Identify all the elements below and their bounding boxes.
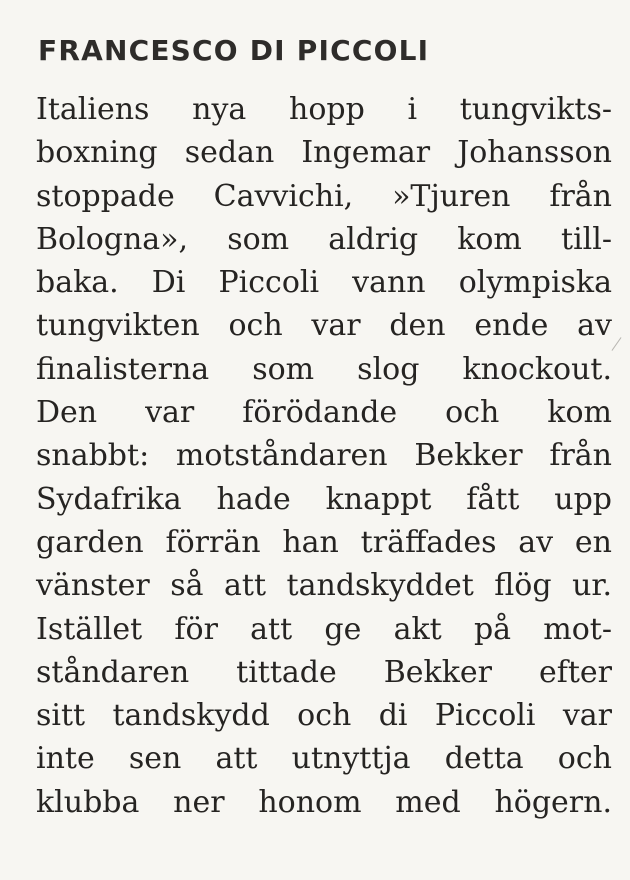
article-line: boxning sedan Ingemar Johansson xyxy=(36,135,612,171)
article-line: inte sen att utnyttja detta och xyxy=(36,741,612,777)
article-line: Istället för att ge akt på mot- xyxy=(36,611,612,647)
article-line: baka. Di Piccoli vann olympiska xyxy=(36,265,612,301)
article-line: ståndaren tittade Bekker efter xyxy=(36,654,612,690)
article-line: tungvikten och var den ende av xyxy=(36,308,612,344)
article-line: sitt tandskydd och di Piccoli var xyxy=(36,698,612,734)
article-heading: FRANCESCO DI PICCOLI xyxy=(38,34,430,67)
article-line: stoppade Cavvichi, »Tjuren från xyxy=(36,178,612,214)
article-line: Den var förödande och kom xyxy=(36,395,612,431)
article-line: snabbt: motståndaren Bekker från xyxy=(36,438,612,474)
article-line: garden förrän han träffades av en xyxy=(36,524,612,560)
stray-print-mark xyxy=(612,337,622,351)
article-line: vänster så att tandskyddet flög ur. xyxy=(36,568,612,604)
article-line: klubba ner honom med högern. xyxy=(36,784,612,820)
article-line: finalisterna som slog knockout. xyxy=(36,351,612,387)
article-line: Italiens nya hopp i tungvikts- xyxy=(36,92,612,127)
article-line: Sydafrika hade knappt fått upp xyxy=(36,481,612,517)
article-line: Bologna», som aldrig kom till- xyxy=(36,221,612,257)
article-body xyxy=(36,88,612,824)
